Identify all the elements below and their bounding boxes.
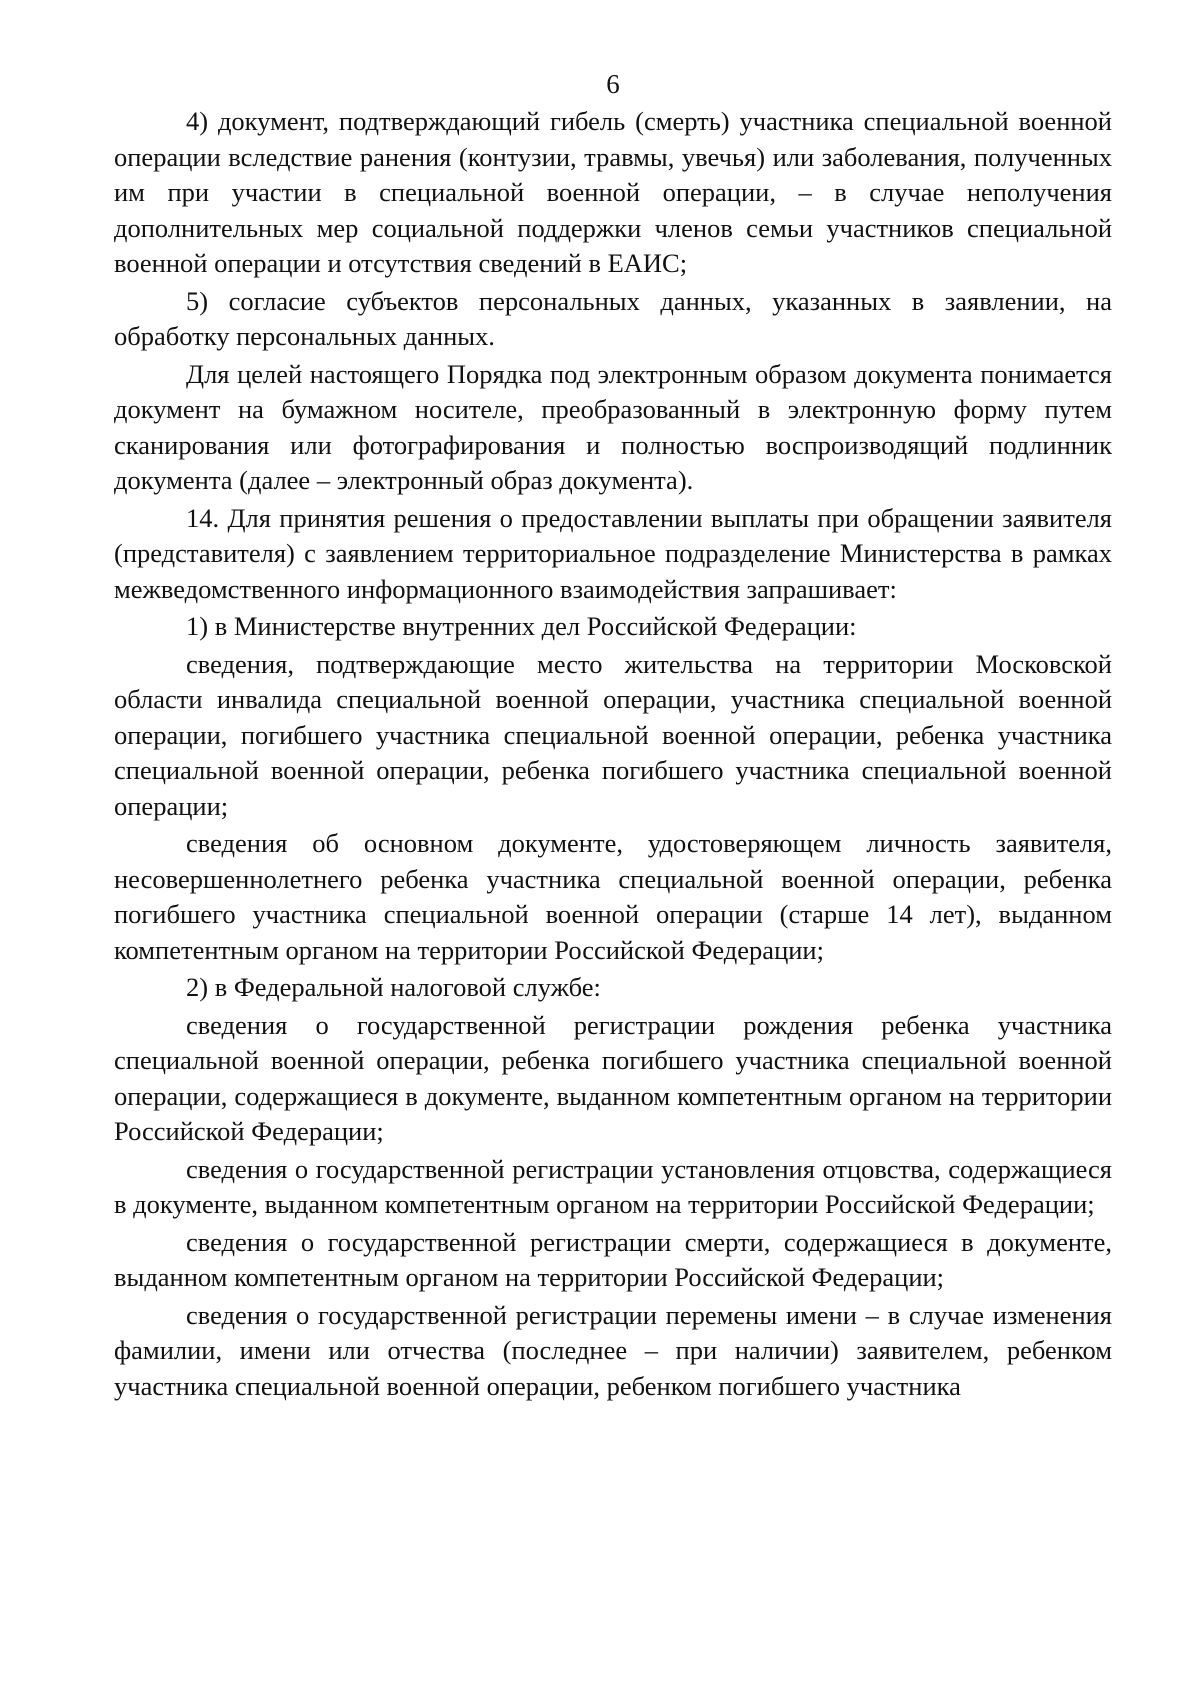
paragraph-name-change-registration-info: сведения о государственной регистрации перемены имени – в случае изменения фамилии, имени или отчества (последнее – при наличии) заявителем, ребенком участника специальной военной операции, ребенком погибшего участника xyxy=(114,1299,1112,1401)
paragraph-tax-service: 2) в Федеральной налоговой службе: xyxy=(186,972,601,1002)
paragraph-item-5: 5) согласие субъектов персональных данных, указанных в заявлении, на обработку персональных данных. xyxy=(114,285,1112,351)
paragraph-paternity-registration-info: сведения о государственной регистрации установления отцовства, содержащиеся в документе, выданном компетентным органом на территории Российской Федерации; xyxy=(114,1153,1112,1219)
paragraph-identity-document-info: сведения об основном документе, удостоверяющем личность заявителя, несовершеннолетнего ребенка участника специальной военной операции, ребенка погибшего участника специальной военной операции (старше 14 лет), выданном компетентным органом на территории Российской Федерации; xyxy=(114,828,1112,965)
paragraph-clause-14: 14. Для принятия решения о предоставлении выплаты при обращении заявителя (представителя) с заявлением территориальное подразделение Министерства в рамках межведомственного информационного взаимодействия запрашивает: xyxy=(114,502,1112,604)
page-number: 6 xyxy=(606,69,620,99)
document-body xyxy=(114,104,1112,1404)
paragraph-item-4: 4) документ, подтверждающий гибель (смерть) участника специальной военной операции вследствие ранения (контузии, травмы, увечья) или заболевания, полученных им при участии в специальной военной операции, – в случае неполучения дополнительных мер социальной поддержки членов семьи участников специальной военной операции и отсутствия сведений в ЕАИС; xyxy=(114,106,1112,278)
paragraph-residence-info: сведения, подтверждающие место жительства на территории Московской области инвалида специальной военной операции, участника специальной военной операции, погибшего участника специальной военной операции, ребенка участника специальной военной операции, ребенка погибшего участника специальной военной операции; xyxy=(114,648,1112,821)
paragraph-electronic-image-definition: Для целей настоящего Порядка под электронным образом документа понимается документ на бумажном носителе, преобразованный в электронную форму путем сканирования или фотографирования и полностью воспроизводящий подлинник документа (далее – электронный образ документа). xyxy=(114,358,1112,495)
paragraph-birth-registration-info: сведения о государственной регистрации рождения ребенка участника специальной военной операции, ребенка погибшего участника специальной военной операции, содержащиеся в документе, выданном компетентным органом на территории Российской Федерации; xyxy=(114,1009,1112,1146)
paragraph-ministry-interior: 1) в Министерстве внутренних дел Российской Федерации: xyxy=(186,611,857,641)
paragraph-death-registration-info: сведения о государственной регистрации смерти, содержащиеся в документе, выданном компетентным органом на территории Российской Федерации; xyxy=(114,1226,1112,1292)
